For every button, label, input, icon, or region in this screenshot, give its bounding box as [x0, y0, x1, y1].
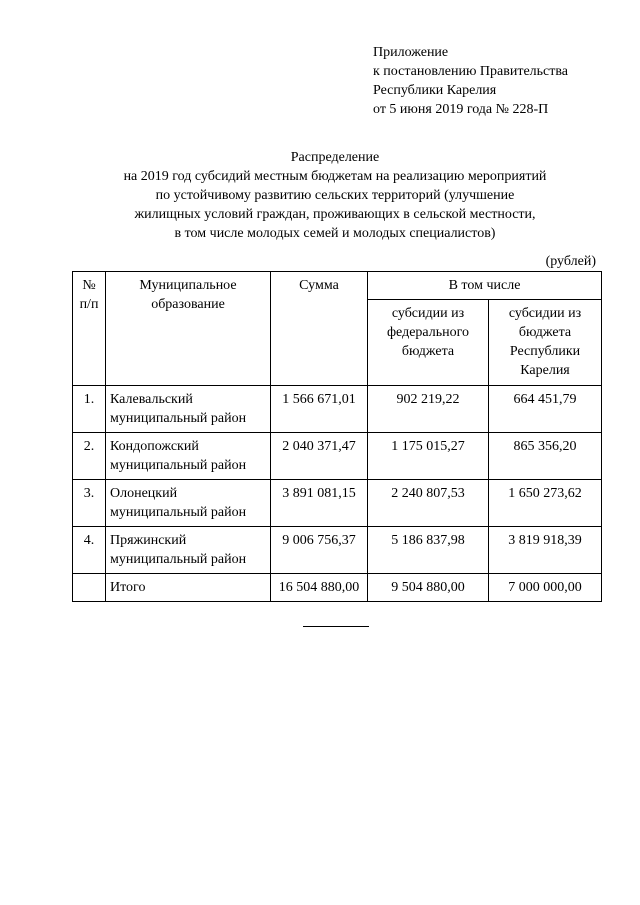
- row-republic: 664 451,79: [489, 386, 602, 433]
- table-row: [73, 480, 602, 527]
- total-republic: 7 000 000,00: [489, 574, 602, 602]
- row-num: 1.: [73, 386, 106, 433]
- header-republic: субсидии из бюджета Республики Карелия: [489, 300, 602, 386]
- row-municipality: Калевальский муниципальный район: [106, 386, 271, 433]
- row-republic: 1 650 273,62: [489, 480, 602, 527]
- total-num-empty: [73, 574, 106, 602]
- header-municipality: Муниципальное образование: [106, 272, 271, 386]
- header-num: № п/п: [73, 272, 106, 386]
- total-row: [73, 574, 602, 602]
- header-row: [73, 272, 602, 300]
- annex-line: Приложение: [373, 45, 449, 60]
- title-line: по устойчивому развитию сельских территорий (улучшение: [155, 188, 515, 203]
- title-line: Распределение: [290, 150, 380, 165]
- row-num: 2.: [73, 433, 106, 480]
- row-federal: 2 240 807,53: [368, 480, 489, 527]
- row-sum: 2 040 371,47: [271, 433, 368, 480]
- row-sum: 9 006 756,37: [271, 527, 368, 574]
- units-label: (рублей): [545, 254, 596, 269]
- document-title: [60, 148, 610, 243]
- total-label: Итого: [106, 574, 271, 602]
- header-sum: Сумма: [271, 272, 368, 386]
- header-federal: субсидии из федерального бюджета: [368, 300, 489, 386]
- closing-separator-line: [303, 626, 369, 627]
- distribution-table: [72, 271, 602, 602]
- table-row: [73, 527, 602, 574]
- table-row: [73, 433, 602, 480]
- table-row: [73, 386, 602, 433]
- row-federal: 5 186 837,98: [368, 527, 489, 574]
- row-republic: 865 356,20: [489, 433, 602, 480]
- row-sum: 3 891 081,15: [271, 480, 368, 527]
- row-sum: 1 566 671,01: [271, 386, 368, 433]
- header-including: В том числе: [368, 272, 602, 300]
- row-num: 3.: [73, 480, 106, 527]
- row-federal: 902 219,22: [368, 386, 489, 433]
- row-municipality: Пряжинский муниципальный район: [106, 527, 271, 574]
- row-federal: 1 175 015,27: [368, 433, 489, 480]
- row-republic: 3 819 918,39: [489, 527, 602, 574]
- row-municipality: Кондопожский муниципальный район: [106, 433, 271, 480]
- row-municipality: Олонецкий муниципальный район: [106, 480, 271, 527]
- title-line: на 2019 год субсидий местным бюджетам на реализацию мероприятий: [123, 169, 547, 184]
- annex-line: к постановлению Правительства: [373, 64, 569, 79]
- annex-block: [373, 43, 568, 119]
- total-sum: 16 504 880,00: [271, 574, 368, 602]
- annex-date-line: от 5 июня 2019 года № 228-П: [373, 102, 549, 117]
- row-num: 4.: [73, 527, 106, 574]
- title-line: жилищных условий граждан, проживающих в сельской местности,: [134, 207, 536, 222]
- title-line: в том числе молодых семей и молодых специалистов): [174, 226, 496, 241]
- total-federal: 9 504 880,00: [368, 574, 489, 602]
- annex-line: Республики Карелия: [373, 83, 497, 98]
